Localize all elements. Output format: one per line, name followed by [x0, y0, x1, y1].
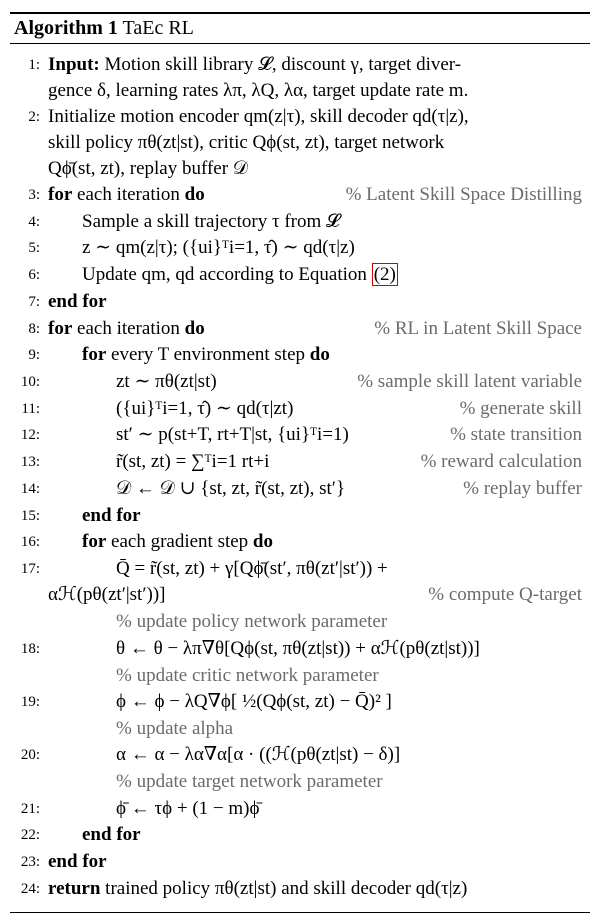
- statement-text: zt ∼ πθ(zt|st): [116, 371, 217, 392]
- keyword: end for: [48, 851, 107, 872]
- line-number: 13:: [20, 454, 40, 470]
- keyword: end for: [82, 824, 141, 845]
- line-number: 11:: [21, 401, 40, 417]
- keyword: do: [184, 184, 205, 205]
- comment-text: % update policy network parameter: [116, 611, 388, 632]
- comment-text: % reward calculation: [420, 451, 582, 472]
- bottom-rule: [10, 912, 590, 913]
- line-number: 3:: [28, 187, 40, 203]
- line-number: 19:: [20, 694, 40, 710]
- line-content: [116, 476, 345, 502]
- line-content: [48, 289, 107, 315]
- comment-text: % Latent Skill Space Distilling: [345, 184, 582, 205]
- line-number: 20:: [20, 747, 40, 763]
- statement-text: ϕ ← ϕ − λQ∇ϕ[ ½(Qϕ(st, zt) − Q̄)² ]: [116, 691, 392, 712]
- statement-text: z ∼ qm(z|τ); ({ui}ᵀi=1, τ̂) ∼ qd(τ|z): [82, 237, 355, 258]
- keyword: for: [82, 344, 107, 365]
- line-content: [116, 742, 400, 768]
- line-number: 10:: [20, 374, 40, 390]
- comment-text: % RL in Latent Skill Space: [374, 318, 582, 339]
- keyword: for: [48, 184, 73, 205]
- line-content: [82, 209, 340, 235]
- line-content: [116, 422, 349, 448]
- line-number: 5:: [28, 240, 40, 256]
- line-content: [116, 396, 293, 422]
- statement-text: 𝒟 ← 𝒟 ∪ {st, zt, r̃(st, zt), st′}: [116, 478, 346, 499]
- line-number: 4:: [28, 214, 40, 230]
- line-content: [82, 822, 141, 848]
- comment-text: % compute Q-target: [428, 584, 582, 605]
- keyword: Input:: [48, 54, 100, 75]
- statement-text: ({ui}ᵀi=1, τ̂) ∼ qd(τ|zt): [116, 398, 294, 419]
- line-content: [116, 689, 392, 715]
- statement-text: Initialize motion encoder qm(z|τ), skill decoder qd(τ|z),: [48, 106, 469, 127]
- algorithm-label: Algorithm 1: [14, 17, 118, 39]
- line-content: [48, 156, 248, 182]
- line-number: 7:: [28, 294, 40, 310]
- line-content: [82, 262, 398, 288]
- statement-text: Update qm, qd according to Equation: [82, 264, 372, 285]
- statement-text: st′ ∼ p(st+T, rt+T|st, {ui}ᵀi=1): [116, 424, 349, 445]
- line-number: 6:: [28, 267, 40, 283]
- line-content: [48, 582, 165, 608]
- statement-text: skill policy πθ(zt|st), critic Qϕ(st, zt), target network: [48, 132, 445, 153]
- comment-text: % state transition: [450, 424, 582, 445]
- line-number: 18:: [20, 641, 40, 657]
- line-content: [82, 342, 330, 368]
- line-content: [48, 876, 467, 902]
- line-number: 9:: [28, 347, 40, 363]
- line-content: [82, 529, 273, 555]
- comment-text: % generate skill: [459, 398, 582, 419]
- line-number: 2:: [28, 109, 40, 125]
- line-content: [82, 503, 141, 529]
- line-content: [48, 104, 469, 130]
- algorithm-body: [10, 44, 590, 904]
- line-content: [116, 636, 480, 662]
- statement-text: Q̄ = r̃(st, zt) + γ[Qϕ̄(st′, πθ(zt′|st′)) +: [116, 558, 388, 579]
- line-number: 21:: [20, 801, 40, 817]
- keyword: do: [184, 318, 205, 339]
- line-content: [116, 369, 217, 395]
- statement-text: θ ← θ − λπ∇θ[Qϕ(st, πθ(zt|st)) + αℋ(pθ(zt|st))]: [116, 638, 480, 659]
- comment-text: % update target network parameter: [116, 771, 383, 792]
- line-number: 8:: [28, 321, 40, 337]
- statement-text: each gradient step: [106, 531, 253, 552]
- keyword: return: [48, 878, 101, 899]
- comment-text: % update critic network parameter: [116, 665, 379, 686]
- line-content: [48, 849, 107, 875]
- line-number: 12:: [20, 427, 40, 443]
- line-content: [116, 449, 269, 475]
- statement-text: ϕ̄ ← τϕ + (1 − m)ϕ̄: [116, 798, 260, 819]
- statement-text: Sample a skill trajectory τ from 𝓛: [82, 211, 340, 232]
- line-number: 14:: [20, 481, 40, 497]
- comment-text: % update alpha: [116, 718, 234, 739]
- statement-text: each iteration: [72, 318, 185, 339]
- statement-text: every T environment step: [106, 344, 310, 365]
- algorithm-block: [10, 12, 590, 904]
- line-number: 23:: [20, 854, 40, 870]
- line-number: 24:: [20, 881, 40, 897]
- keyword: do: [252, 531, 273, 552]
- statement-text: gence δ, learning rates λπ, λQ, λα, target update rate m.: [48, 80, 469, 101]
- line-number: 17:: [20, 561, 40, 577]
- statement-text: each iteration: [72, 184, 185, 205]
- comment-text: % replay buffer: [463, 478, 582, 499]
- keyword: for: [48, 318, 73, 339]
- line-content: [48, 78, 468, 104]
- line-content: [82, 235, 355, 261]
- line-content: [48, 52, 461, 78]
- line-content: [116, 556, 388, 582]
- statement-text: αℋ(pθ(zt′|st′))]: [48, 584, 166, 605]
- equation-reference-link[interactable]: (2): [373, 264, 396, 285]
- statement-text: trained policy πθ(zt|st) and skill decoder qd(τ|z): [100, 878, 468, 899]
- statement-text: Qϕ̄(st, zt), replay buffer 𝒟: [48, 158, 248, 179]
- line-content: [48, 130, 444, 156]
- keyword: do: [309, 344, 330, 365]
- line-content: [116, 796, 260, 822]
- line-number: 15:: [20, 508, 40, 524]
- line-number: 1:: [28, 57, 40, 73]
- keyword: end for: [82, 505, 141, 526]
- line-number: 22:: [20, 827, 40, 843]
- line-content: [48, 316, 205, 342]
- statement-text: Motion skill library 𝓛, discount γ, target diver-: [99, 54, 462, 75]
- statement-text: r̃(st, zt) = ∑ᵀi=1 rt+i: [116, 451, 270, 472]
- algorithm-name: TaEc RL: [122, 17, 194, 39]
- algorithm-header: [10, 14, 590, 43]
- keyword: for: [82, 531, 107, 552]
- line-number: 16:: [20, 534, 40, 550]
- line-content: [48, 182, 205, 208]
- keyword: end for: [48, 291, 107, 312]
- statement-text: α ← α − λα∇α[α · ((ℋ(pθ(zt|st) − δ)]: [116, 744, 401, 765]
- comment-text: % sample skill latent variable: [357, 371, 582, 392]
